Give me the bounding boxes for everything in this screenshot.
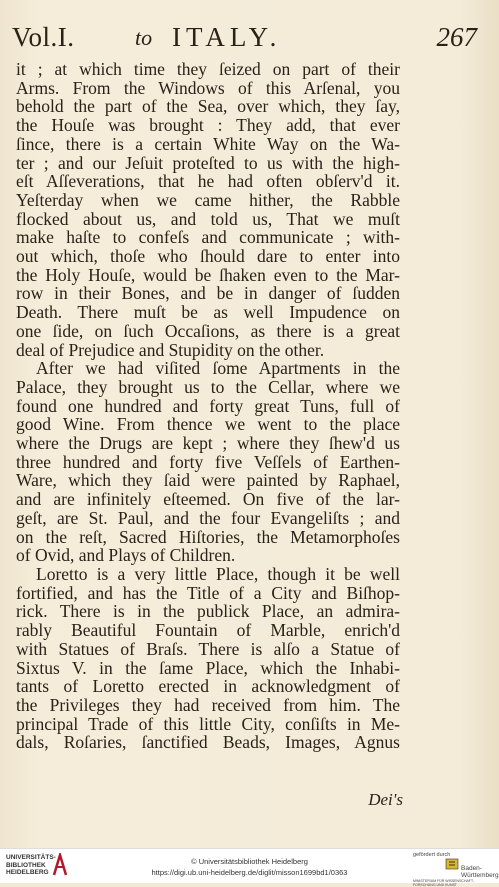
text-line: good Wine. From thence we went to the place: [16, 414, 400, 435]
text-line: tants of Loretto erected in acknowledgment of: [16, 676, 400, 697]
text-line: Arms. From the Windows of this Arſenal, you: [16, 77, 400, 98]
catchword: Dei's: [368, 790, 403, 809]
text-line: flocked about us, and told us, That we muſt: [16, 208, 400, 229]
text-line: Sixtus V. in the ſame Place, which the Inhabi-: [16, 657, 400, 678]
viewer-footer: [0, 848, 499, 887]
text-line: After we had viſited ſome Apartments in the: [36, 358, 400, 379]
text-line: three hundred and forty five Veſſels of Earthen-: [16, 451, 400, 472]
text-line: rick. There is in the publick Place, an admira-: [16, 601, 400, 622]
text-line: deal of Prejudice and Stupidity on the other.: [16, 339, 325, 360]
coat-of-arms-icon: [445, 858, 459, 870]
text-line: the Holy Houſe, would be ſhaken even to the Mar-: [16, 264, 400, 285]
text-line: out which, thoſe who ſhould dare to enter into: [16, 246, 400, 267]
body-text: [16, 60, 400, 752]
text-line: Palace, they brought us to the Cellar, where we: [16, 376, 400, 397]
text-line: row in their Bones, and be in danger of ſudden: [16, 283, 400, 304]
library-logo-text[interactable]: UNIVERSITÄTS-BIBLIOTHEK HEIDELBERG: [6, 854, 56, 876]
text-line: found one hundred and forty great Tuns, full of: [16, 395, 400, 416]
text-line: dals, Roſaries, ſanctified Beads, Images, Agnus: [16, 732, 400, 753]
text-line: behold the part of the Sea, over which, they ſay,: [16, 96, 400, 117]
permalink[interactable]: https://digi.ub.uni-heidelberg.de/diglit/misson1699bd1/0363: [151, 868, 348, 877]
text-line: geſt, are St. Paul, and the four Evangeliſts ; and: [16, 507, 400, 528]
text-line: ſince, there is a certain White Way on the Wa-: [16, 133, 400, 154]
text-line: of Ovid, and Plays of Children.: [16, 545, 236, 566]
text-line: fortified, and has the Title of a City and Biſhop-: [16, 582, 400, 603]
header-volume: Vol.I.: [12, 22, 75, 52]
text-line: with Statues of Braſs. There is alſo a Statue of: [16, 638, 400, 659]
text-line: one ſide, on ſuch Occaſions, as there is a great: [16, 320, 400, 341]
text-line: the Privileges they had received from him. The: [16, 694, 400, 715]
footer-credits: [130, 856, 369, 878]
text-line: make haſte to confeſs and communicate ; with-: [16, 227, 400, 248]
copyright-text: © Universitätsbibliothek Heidelberg: [191, 857, 308, 866]
text-line: ter ; and our Jeſuit proteſted to us with the high-: [16, 152, 400, 173]
text-line: principal Trade of this little City, conſiſts in Me-: [16, 713, 400, 734]
text-line: it ; at which time they ſeized on part of their: [16, 59, 400, 79]
text-line: where the Drugs are kept ; where they ſhew'd us: [16, 433, 400, 454]
header-country: ITALY.: [172, 22, 282, 52]
text-line: Loretto is a very little Place, though it be well: [36, 563, 400, 584]
header-to: to: [135, 25, 153, 50]
funder-name: Baden-Württemberg: [461, 865, 499, 879]
library-logo-icon: [52, 853, 68, 877]
text-line: on the reſt, Sacred Hiſtories, the Metamorphoſes: [16, 526, 400, 547]
text-line: eſt Aſſeverations, that he had often obſerv'd it.: [16, 171, 400, 192]
text-line: Yeſterday when we came hither, the Rabble: [16, 189, 400, 210]
text-line: the Houſe was brought : They add, that ever: [16, 115, 400, 136]
text-line: rably Beautiful Fountain of Marble, enrich'd: [16, 620, 400, 641]
text-line: Death. There muſt be as well Impudence on: [16, 302, 400, 323]
text-line: and are infinitely eſteemed. On five of the lar-: [16, 489, 400, 510]
running-header: [12, 22, 487, 56]
page-number: 267: [436, 22, 477, 52]
funder-subtitle: MINISTERIUM FÜR WISSENSCHAFT, FORSCHUNG UND KUNST: [413, 879, 474, 887]
text-line: Ware, which they ſaid were painted by Raphael,: [16, 470, 400, 491]
funded-by-label: gefördert durch: [413, 852, 451, 858]
